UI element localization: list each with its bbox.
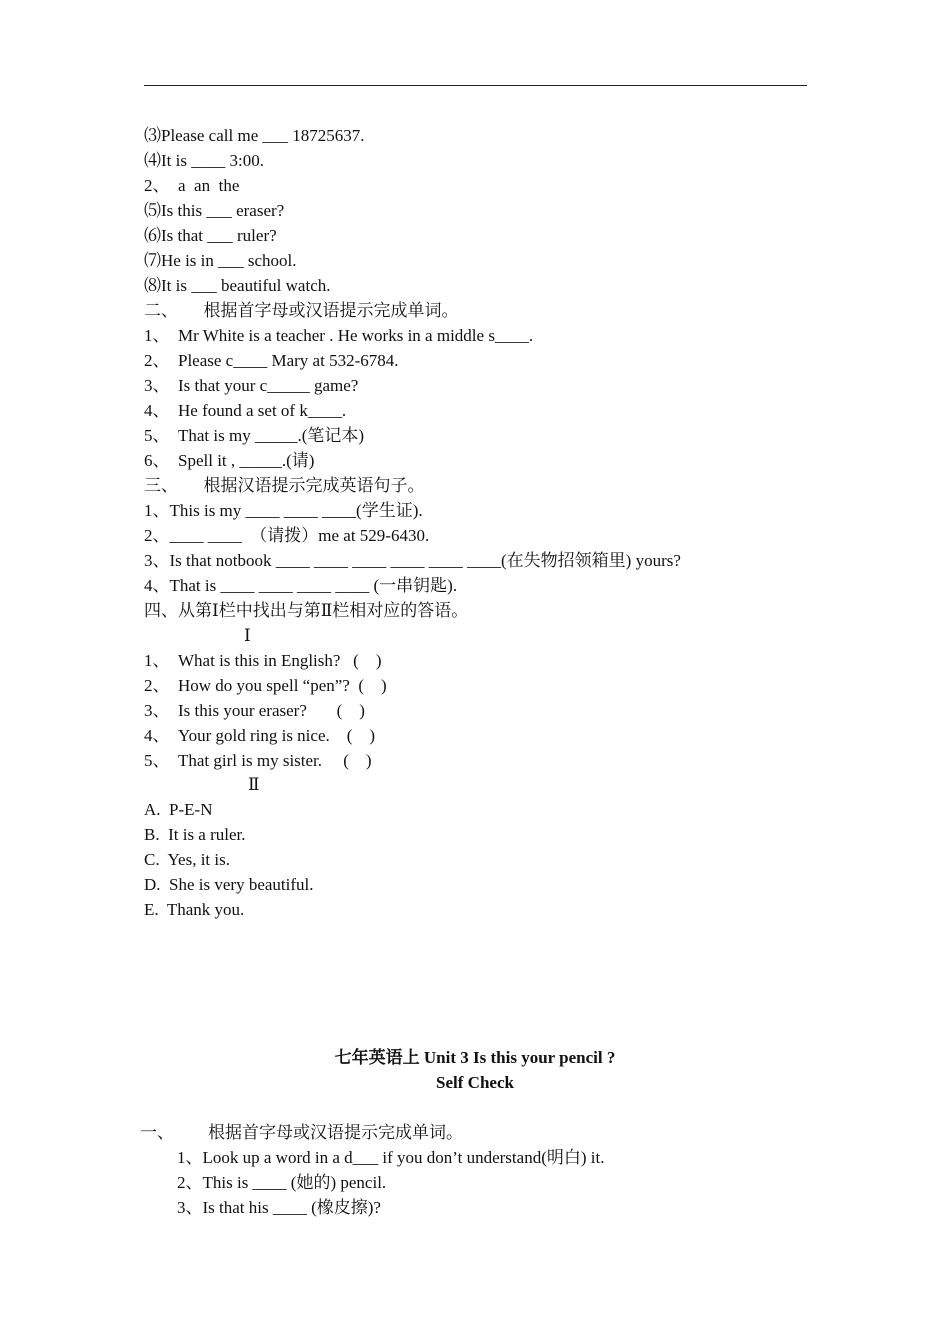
unit-title: 七年英语上 Unit 3 Is this your pencil ? <box>334 1048 616 1067</box>
section-2-item-3: 3、 Is that your c_____ game? <box>144 376 359 395</box>
question-3: ⑶Please call me ___ 18725637. <box>144 126 365 145</box>
self-check-item-2: 2、This is ____ (她的) pencil. <box>177 1173 387 1192</box>
answer-b: B. It is a ruler. <box>144 825 246 844</box>
section-2-item-5: 5、 That is my _____.(笔记本) <box>144 426 365 445</box>
section-3-item-2: 2、____ ____ （请拨）me at 529-6430. <box>144 526 430 545</box>
answer-c: C. Yes, it is. <box>144 850 230 869</box>
column-1-item-4: 4、 Your gold ring is nice. ( ) <box>144 726 376 745</box>
header-rule <box>144 85 807 86</box>
section-2-item-1: 1、 Mr White is a teacher . He works in a middle s____. <box>144 326 534 345</box>
column-1-label: Ⅰ <box>244 626 251 645</box>
self-check-item-1: 1、Look up a word in a d___ if you don’t understand(明白) it. <box>177 1148 605 1167</box>
unit-subtitle: Self Check <box>436 1073 514 1092</box>
answer-e: E. Thank you. <box>144 900 245 919</box>
question-6: ⑹Is that ___ ruler? <box>144 226 277 245</box>
column-1-item-3: 3、 Is this your eraser? ( ) <box>144 701 365 720</box>
section-2-item-2: 2、 Please c____ Mary at 532-6784. <box>144 351 399 370</box>
self-check-item-3: 3、Is that his ____ (橡皮擦)? <box>177 1198 381 1217</box>
section-3-item-4: 4、That is ____ ____ ____ ____ (一串钥匙). <box>144 576 458 595</box>
question-7: ⑺He is in ___ school. <box>144 251 297 270</box>
section-3-heading: 三、 根据汉语提示完成英语句子。 <box>144 476 425 495</box>
section-2-heading: 二、 根据首字母或汉语提示完成单词。 <box>144 301 459 320</box>
column-1-item-5: 5、 That girl is my sister. ( ) <box>144 751 372 770</box>
column-2-label: Ⅱ <box>248 775 260 794</box>
section-3-item-1: 1、This is my ____ ____ ____(学生证). <box>144 501 423 520</box>
question-8: ⑻It is ___ beautiful watch. <box>144 276 331 295</box>
section-3-item-3: 3、Is that notbook ____ ____ ____ ____ ____ ____(在失物招领箱里) yours? <box>144 551 681 570</box>
self-check-section-1-heading: 一、 根据首字母或汉语提示完成单词。 <box>140 1123 463 1142</box>
column-1-item-2: 2、 How do you spell “pen”? ( ) <box>144 676 387 695</box>
column-1-item-1: 1、 What is this in English? ( ) <box>144 651 382 670</box>
question-5: ⑸Is this ___ eraser? <box>144 201 285 220</box>
word-choice-heading: 2、 a an the <box>144 176 240 195</box>
answer-a: A. P-E-N <box>144 800 213 819</box>
section-2-item-6: 6、 Spell it , _____.(请) <box>144 451 315 470</box>
question-4: ⑷It is ____ 3:00. <box>144 151 264 170</box>
section-2-item-4: 4、 He found a set of k____. <box>144 401 347 420</box>
section-4-heading: 四、从第Ⅰ栏中找出与第Ⅱ栏相对应的答语。 <box>144 601 469 620</box>
answer-d: D. She is very beautiful. <box>144 875 314 894</box>
